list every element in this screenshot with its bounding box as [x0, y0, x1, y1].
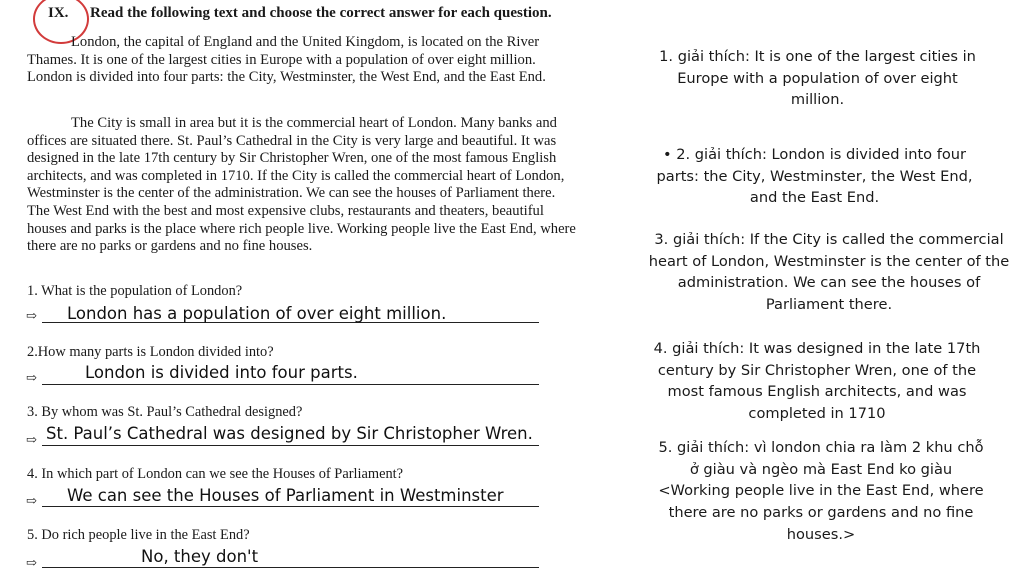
answer-line-5	[42, 567, 539, 568]
passage-paragraph-1: London, the capital of England and the United Kingdom, is located on the River Thames. It is one of the largest cities in Europe with a population of over eight million. London is divided into four parts: the City, Westminster, the West End, and the East End.	[27, 34, 546, 86]
explanation-2	[652, 144, 977, 209]
explanation-text: 2. giải thích: London is divided into four parts: the City, Westminster, the West End, and the East End.	[656, 146, 973, 207]
arrow-icon: ⇨	[26, 308, 37, 323]
answer-line-3	[42, 445, 539, 446]
exercise-number: IX.	[48, 5, 69, 21]
answer-4[interactable]: We can see the Houses of Parliament in Westminster	[67, 486, 504, 505]
explanation-text: 3. giải thích: If the City is called the commercial heart of London, Westminster is the center of the administration. We can see the houses of Parliament there.	[648, 231, 1010, 314]
bullet-marker: •	[662, 146, 672, 163]
explanation-text: 5. giải thích: vì london chia ra làm 2 khu chỗ ở giàu và ngèo mà East End ko giàu <Working people live in the East End, where there are no parks or gardens and no fine houses.>	[658, 439, 984, 543]
question-4: 4. In which part of London can we see the Houses of Parliament?	[27, 466, 404, 482]
explanation-1	[655, 46, 980, 111]
answer-line-2	[42, 384, 539, 385]
answer-3[interactable]: St. Paul’s Cathedral was designed by Sir Christopher Wren.	[46, 424, 533, 443]
question-5: 5. Do rich people live in the East End?	[27, 527, 250, 543]
question-3: 3. By whom was St. Paul’s Cathedral designed?	[27, 404, 303, 420]
answer-1[interactable]: London has a population of over eight million.	[67, 304, 447, 323]
answer-2[interactable]: London is divided into four parts.	[85, 363, 358, 382]
explanation-5	[652, 437, 990, 546]
list-marker: 1.	[659, 48, 674, 65]
arrow-icon: ⇨	[26, 555, 37, 570]
explanation-3	[644, 229, 1014, 316]
arrow-icon: ⇨	[26, 493, 37, 508]
question-1: 1. What is the population of London?	[27, 283, 243, 299]
exercise-title: Read the following text and choose the correct answer for each question.	[90, 5, 552, 21]
explanation-text: giải thích: It is one of the largest cities in Europe with a population of over eight million.	[677, 48, 976, 109]
arrow-icon: ⇨	[26, 370, 37, 385]
passage-paragraph-2: The City is small in area but it is the commercial heart of London. Many banks and offices are situated there. St. Paul’s Cathedral in the City is very large and beautiful. It was designed in the late 17th century by Sir Christopher Wren, one of the most famous English architects, and was completed in 1710. If the City is called the commercial heart of London, Westminster is the center of the administration. We can see the houses of Parliament there. The West End with the best and most expensive clubs, restaurants and theaters, beautiful houses and parks is the place where rich people live. Working people live the East End, where there are no parks or gardens and no fine houses.	[27, 115, 576, 255]
explanation-4	[652, 338, 982, 425]
question-2: 2.How many parts is London divided into?	[27, 344, 274, 360]
arrow-icon: ⇨	[26, 432, 37, 447]
answer-line-4	[42, 506, 539, 507]
explanation-text: 4. giải thích: It was designed in the late 17th century by Sir Christopher Wren, one of the most famous English architects, and was completed in 1710	[653, 340, 981, 423]
answer-5[interactable]: No, they don't	[141, 547, 259, 566]
